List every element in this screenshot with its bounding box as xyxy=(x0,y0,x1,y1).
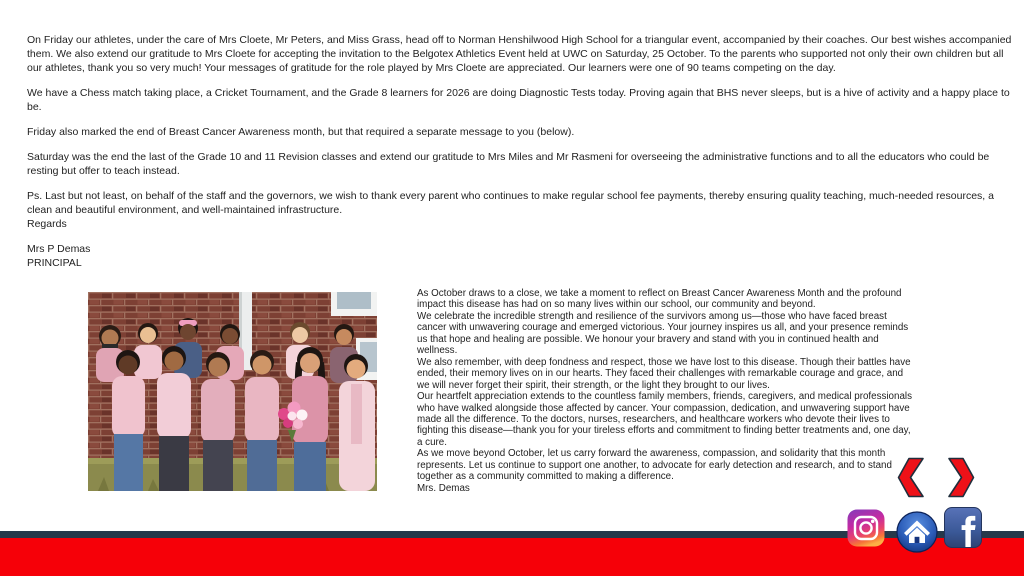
message-signature: Mrs. Demas xyxy=(417,482,470,494)
message-paragraph: As October draws to a close, we take a moment to reflect on Breast Cancer Awareness Month and the profound impact this disease has had on so many lives within our school, our community and beyond. xyxy=(417,288,902,311)
home-icon[interactable] xyxy=(896,511,938,558)
instagram-icon[interactable] xyxy=(847,509,885,552)
letter-paragraph: On Friday our athletes, under the care of Mrs Cloete, Mr Peters, and Miss Grass, head off to Norman Henshilwood High School for a triangular event, accompanied by their coaches. Our best wishes accompanied them. We also extend our gratitude to Mrs Cloete for accepting the invitation to the Belgotex Athletics Event held at UWC on Saturday, 25 October. To the parents who supported not only their own children but all our athletes, thank you so very much! Your messages of gratitude for the role played by Mrs Cloete are appreciated. Our learners were one of 90 teams competing on the day. xyxy=(27,34,1012,74)
chevron-left-icon[interactable] xyxy=(897,457,925,498)
letter-paragraph: Ps. Last but not least, on behalf of the staff and the governors, we wish to thank every parent who continues to make regular school fee payments, thereby ensuring quality teaching, much-needed resources, a clean and beautiful environment, and well-maintained infrastructure. xyxy=(27,190,994,216)
letter-paragraph: Friday also marked the end of Breast Cancer Awareness month, but that required a separate message to you (below). xyxy=(27,126,575,138)
carousel-nav xyxy=(897,457,975,498)
letter-closing: Regards xyxy=(27,218,67,230)
social-icons xyxy=(847,505,1024,557)
breast-cancer-message xyxy=(417,288,915,494)
breast-cancer-awareness-photo xyxy=(88,292,377,491)
letter-paragraph: We have a Chess match taking place, a Cricket Tournament, and the Grade 8 learners for 2026 are doing Diagnostic Tests today. Proving again that BHS never sleeps, but is a hive of activity and a happy place to be. xyxy=(27,87,1010,113)
letter-paragraph: Saturday was the end the last of the Grade 10 and 11 Revision classes and extend our gratitude to Mrs Miles and Mr Rasmeni for overseeing the administrative functions and to all the educators who could be resting but offer to teach instead. xyxy=(27,151,990,177)
photo-illustration xyxy=(88,292,377,491)
message-paragraph: We celebrate the incredible strength and resilience of the survivors among us—those who have faced breast cancer with unwavering courage and emerged victorious. Your journey inspires us all, and your presence reminds us that hope and healing are possible. We honour your bravery and stand with you in continued health and wellness. xyxy=(417,310,909,357)
signature-title: PRINCIPAL xyxy=(27,257,82,269)
message-paragraph: We also remember, with deep fondness and respect, those we have lost to this disease. Though their battles have ended, their memory lives on in our hearts. They faced their challenges with remarkable courage and grace, and we will never forget their spirit, their strength, or the light they brought to our lives. xyxy=(417,356,911,391)
chevron-right-icon[interactable] xyxy=(947,457,975,498)
message-paragraph: Our heartfelt appreciation extends to the countless family members, friends, caregivers, and medical professionals who have walked alongside those affected by cancer. Your compassion, dedication, and unwavering support have made all the difference. To the doctors, nurses, researchers, and healthcare workers who devote their lives to fighting this disease—thank you for your tireless efforts and commitment to finding better treatments and, one day, a cure. xyxy=(417,391,912,448)
message-paragraph: As we move beyond October, let us carry forward the awareness, compassion, and solidarity that this month represents. Let us continue to support one another, to advocate for early detection and research, and to stand together as a community committed to making a difference. xyxy=(417,448,892,483)
signature-block xyxy=(27,242,1018,270)
facebook-icon[interactable] xyxy=(944,507,982,553)
signature-name: Mrs P Demas xyxy=(27,243,91,255)
principal-letter xyxy=(27,33,1018,270)
